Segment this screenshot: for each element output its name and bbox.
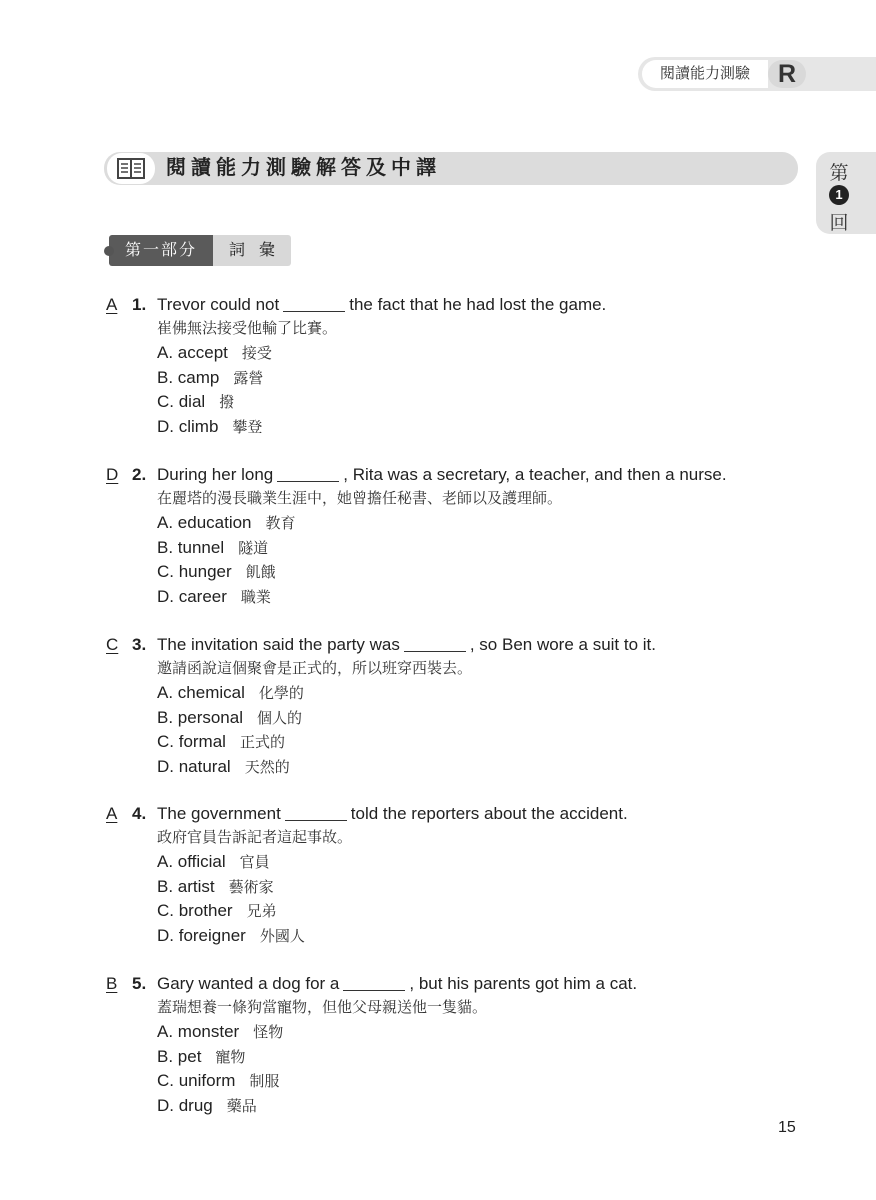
option: C. brother 兄弟 xyxy=(157,901,277,920)
option: A. education 教育 xyxy=(157,513,296,532)
book-icon xyxy=(107,153,155,184)
option: B. camp 露營 xyxy=(157,368,264,387)
option: C. formal 正式的 xyxy=(157,732,285,751)
question-stem xyxy=(157,464,727,486)
question-stem xyxy=(157,973,637,995)
option: B. pet 寵物 xyxy=(157,1047,246,1066)
stem-before: Gary wanted a dog for a xyxy=(157,974,340,993)
answer-key: D xyxy=(106,465,119,484)
stem-before: The government xyxy=(157,804,281,823)
question-item xyxy=(0,973,876,1123)
option: B. personal 個人的 xyxy=(157,708,303,727)
answer-blank xyxy=(277,465,339,482)
question-stem xyxy=(157,634,656,656)
question-translation: 崔佛無法接受他輸了比賽。 xyxy=(157,320,338,337)
stem-after: , but his parents got him a cat. xyxy=(409,974,638,993)
section-label: 閱讀能力測驗 xyxy=(642,60,768,88)
answer-blank xyxy=(285,804,347,821)
option: D. drug 藥品 xyxy=(157,1096,257,1115)
question-number: 2. xyxy=(132,465,147,484)
question-item xyxy=(0,294,876,444)
page-number: 15 xyxy=(778,1119,796,1136)
answer-blank xyxy=(404,635,466,652)
option: A. official 官員 xyxy=(157,852,270,871)
question-stem xyxy=(157,294,606,316)
answer-key: A xyxy=(106,295,118,314)
section-header-tab xyxy=(638,57,876,91)
question-item xyxy=(0,464,876,614)
section-letter-badge: R xyxy=(768,60,806,88)
question-number: 3. xyxy=(132,635,147,654)
answer-key: A xyxy=(106,804,118,823)
stem-after: , Rita was a secretary, a teacher, and then a nurse. xyxy=(343,465,727,484)
question-stem xyxy=(157,803,628,825)
option: C. dial 撥 xyxy=(157,392,235,411)
option: A. monster 怪物 xyxy=(157,1022,284,1041)
part-name: 第一部分 xyxy=(109,235,213,266)
option: D. career 職業 xyxy=(157,587,271,606)
question-translation: 在麗塔的漫長職業生涯中，她曾擔任秘書、老師以及護理師。 xyxy=(157,490,563,507)
title-bar xyxy=(104,152,798,185)
question-item xyxy=(0,803,876,953)
option: C. hunger 飢餓 xyxy=(157,562,276,581)
option: A. chemical 化學的 xyxy=(157,683,304,702)
question-translation: 邀請函說這個聚會是正式的，所以班穿西裝去。 xyxy=(157,660,473,677)
question-translation: 蓋瑞想養一條狗當寵物，但他父母親送他一隻貓。 xyxy=(157,999,488,1016)
question-translation: 政府官員告訴記者這起事故。 xyxy=(157,829,353,846)
option: A. accept 接受 xyxy=(157,343,272,362)
option: D. foreigner 外國人 xyxy=(157,926,305,945)
option: C. uniform 制服 xyxy=(157,1071,280,1090)
option: B. tunnel 隧道 xyxy=(157,538,269,557)
stem-before: During her long xyxy=(157,465,274,484)
answer-blank xyxy=(343,974,405,991)
chapter-number-badge: 1 xyxy=(829,185,849,205)
answer-key: C xyxy=(106,635,119,654)
option: D. climb 攀登 xyxy=(157,417,263,436)
question-number: 1. xyxy=(132,295,147,314)
question-number: 4. xyxy=(132,804,147,823)
answer-blank xyxy=(283,295,345,312)
part-heading xyxy=(104,235,288,266)
part-topic: 詞彙 xyxy=(213,235,291,266)
stem-before: Trevor could not xyxy=(157,295,280,314)
bullet-dot xyxy=(104,246,114,256)
page-title: 閱讀能力測驗解答及中譯 xyxy=(166,157,441,179)
chapter-prefix: 第 xyxy=(829,163,849,184)
stem-before: The invitation said the party was xyxy=(157,635,400,654)
stem-after: the fact that he had lost the game. xyxy=(349,295,607,314)
option: D. natural 天然的 xyxy=(157,757,290,776)
answer-key: B xyxy=(106,974,118,993)
option: B. artist 藝術家 xyxy=(157,877,274,896)
stem-after: , so Ben wore a suit to it. xyxy=(469,635,657,654)
chapter-suffix: 回 xyxy=(829,213,849,234)
question-item xyxy=(0,634,876,784)
stem-after: told the reporters about the accident. xyxy=(350,804,628,823)
question-number: 5. xyxy=(132,974,147,993)
